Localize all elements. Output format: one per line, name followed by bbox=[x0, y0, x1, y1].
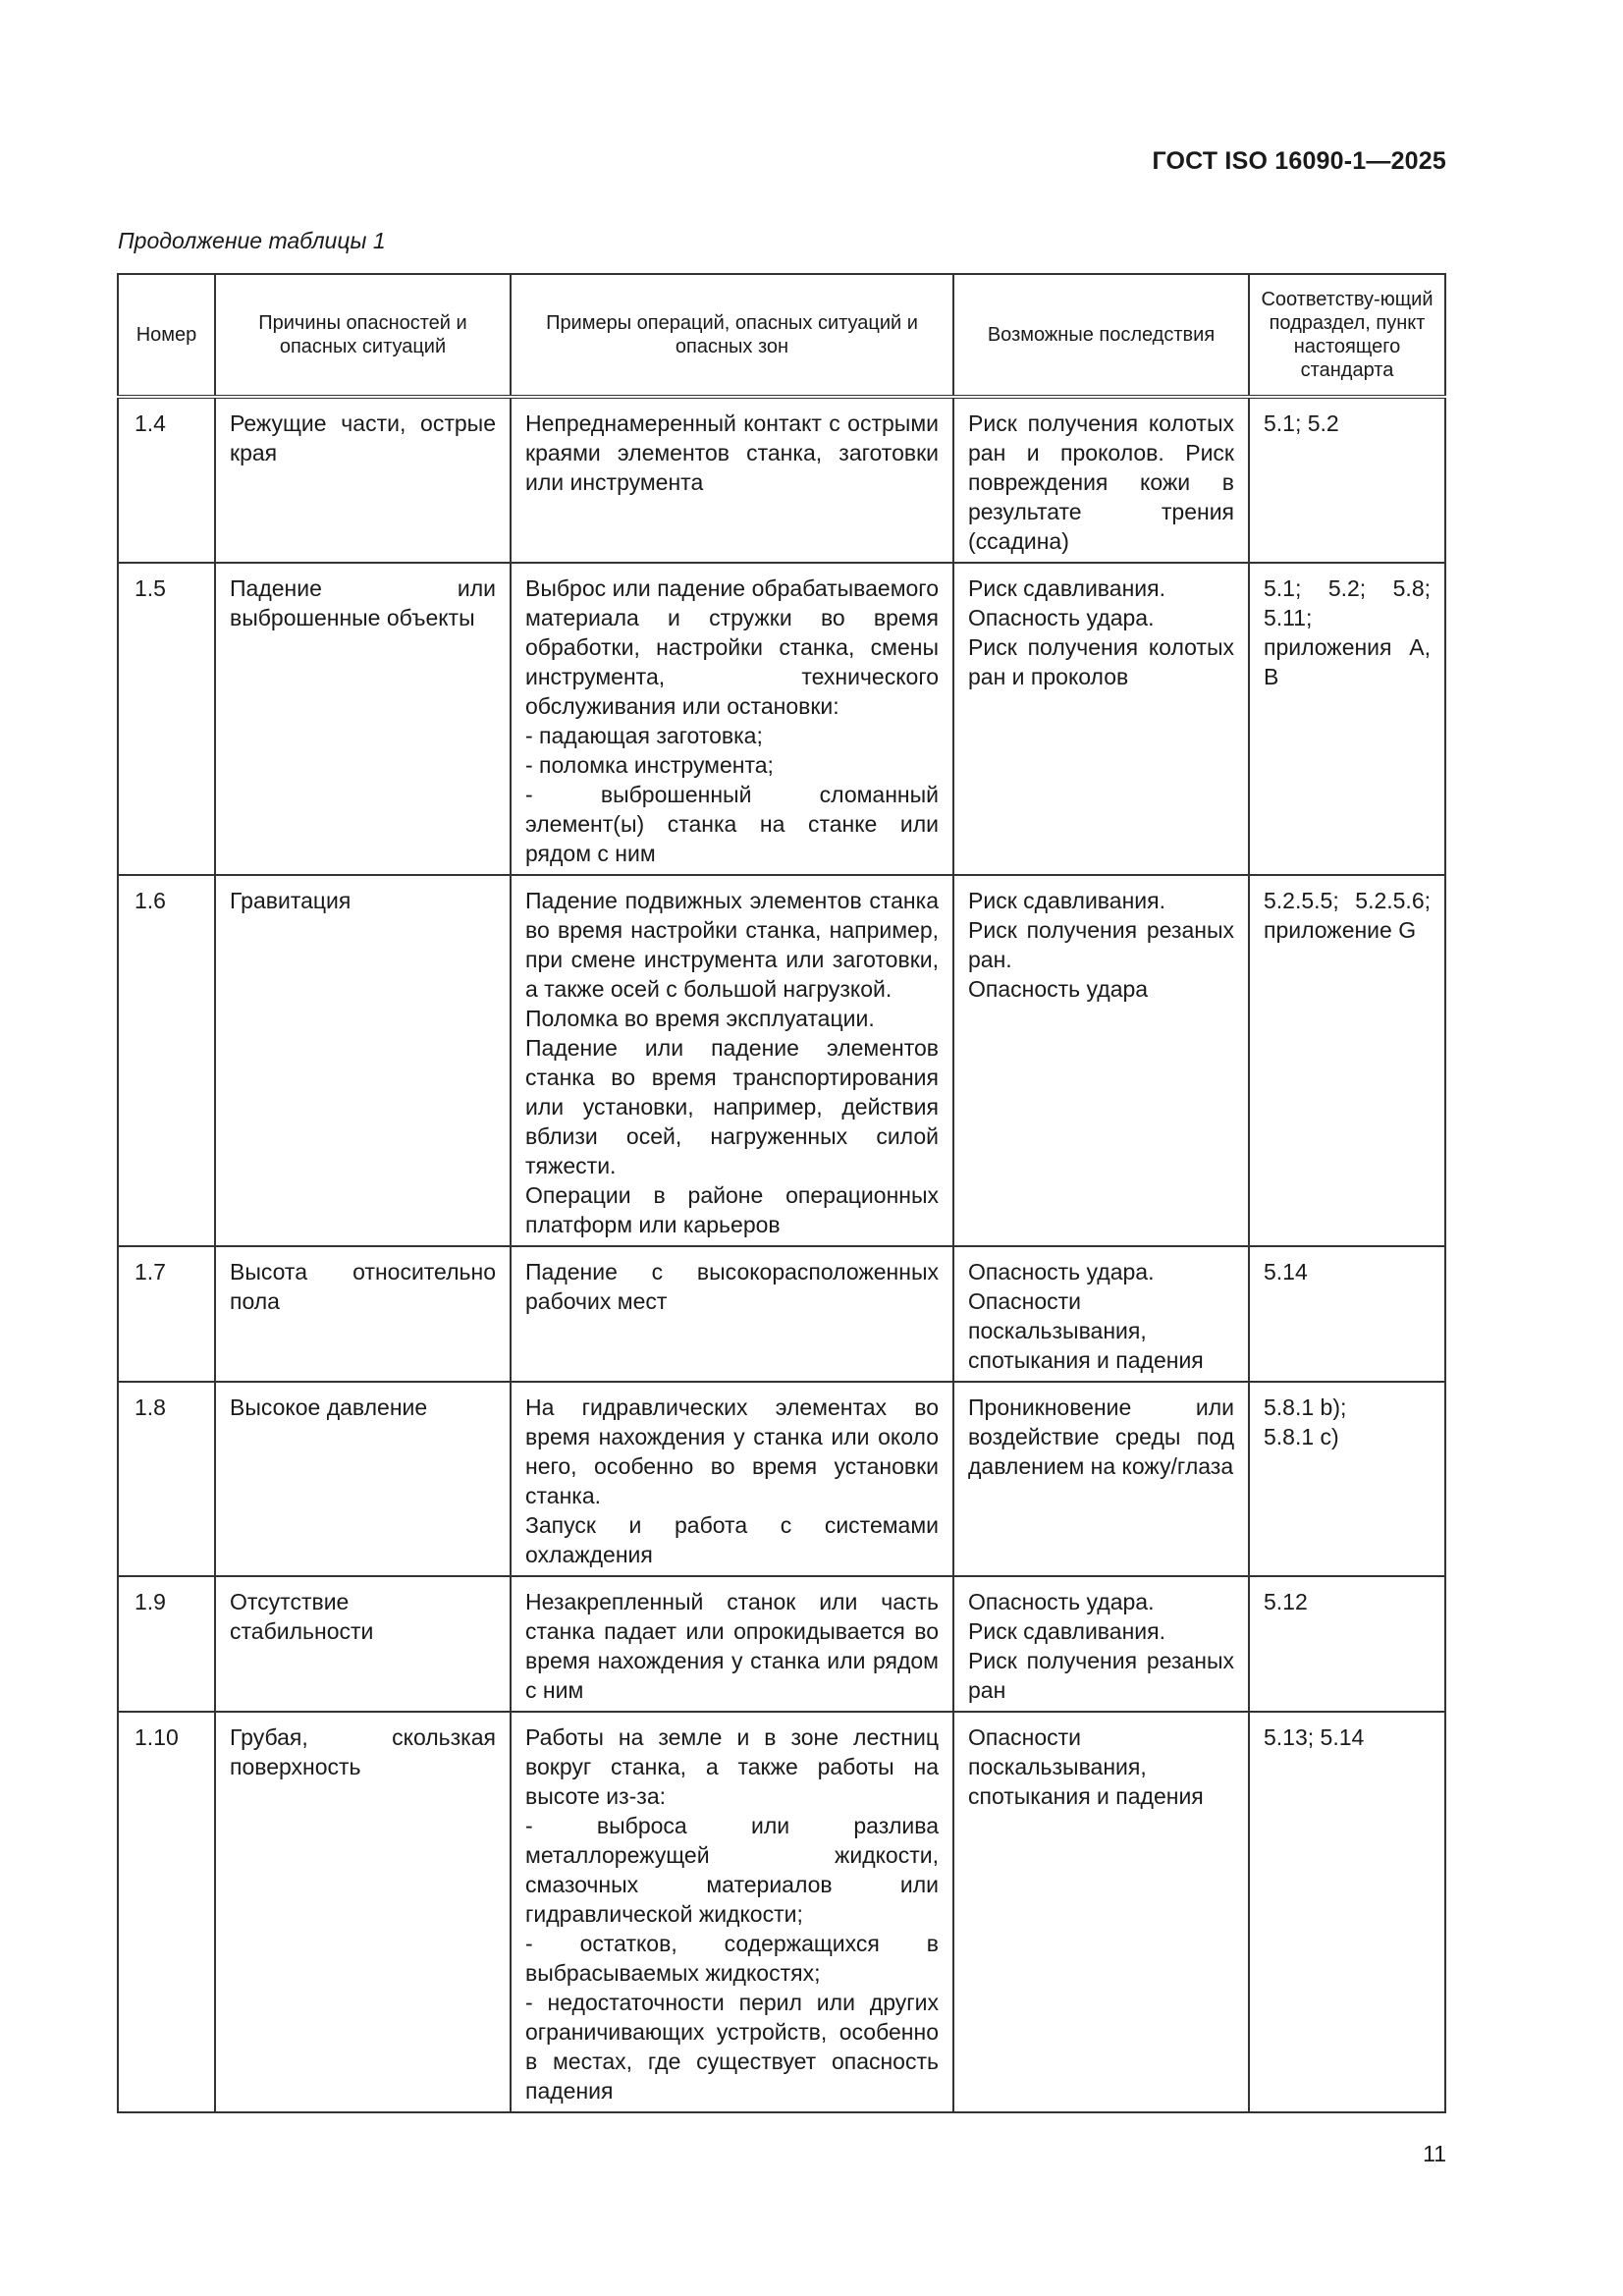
hazard-consequences-cell: Опасности поскальзывания, спотыкания и падения bbox=[953, 1712, 1249, 2112]
hazard-examples-cell: Работы на земле и в зоне лестниц вокруг станка, а также работы на высоте из-за: - выброса или разлива металлорежущей жидкости, смазочных материалов или гидравлической жидкости; - остатков, содержащихся в выбрасываемых жидкостях; - недостаточности перил или других ограничивающих устройств, особенно в местах, где существует опасность падения bbox=[511, 1712, 953, 2112]
row-number-cell: 1.5 bbox=[118, 563, 215, 875]
hazard-consequences-cell: Риск сдавливания. Опасность удара. Риск получения колотых ран и проколов bbox=[953, 563, 1249, 875]
row-number-cell: 1.6 bbox=[118, 875, 215, 1246]
hazard-consequences-cell: Риск получения колотых ран и проколов. Риск повреждения кожи в результате трения (ссадина) bbox=[953, 397, 1249, 563]
hazard-cause-cell: Высокое давление bbox=[215, 1382, 511, 1576]
hazard-consequences-cell: Проникновение или воздействие среды под давлением на кожу/глаза bbox=[953, 1382, 1249, 1576]
table-row bbox=[118, 1576, 1445, 1712]
column-header-reference: Соответству-ющий подраздел, пункт настоящего стандарта bbox=[1249, 274, 1445, 397]
hazard-cause-cell: Режущие части, острые края bbox=[215, 397, 511, 563]
hazard-cause-cell: Гравитация bbox=[215, 875, 511, 1246]
table-row bbox=[118, 563, 1445, 875]
hazards-table bbox=[117, 273, 1446, 2113]
standard-reference-cell: 5.1; 5.2; 5.8; 5.11; приложения A, B bbox=[1249, 563, 1445, 875]
hazard-consequences-cell: Опасность удара. Опасности поскальзывания, спотыкания и падения bbox=[953, 1246, 1249, 1382]
column-header-number: Номер bbox=[118, 274, 215, 397]
table-body bbox=[118, 397, 1445, 2112]
table-row bbox=[118, 875, 1445, 1246]
standard-reference-cell: 5.13; 5.14 bbox=[1249, 1712, 1445, 2112]
hazard-cause-cell: Высота относительно пола bbox=[215, 1246, 511, 1382]
hazard-examples-cell: Выброс или падение обрабатываемого материала и стружки во время обработки, настройки станка, смены инструмента, технического обслуживания или остановки: - падающая заготовка; - поломка инструмента; - выброшенный сломанный элемент(ы) станка на станке или рядом с ним bbox=[511, 563, 953, 875]
row-number-cell: 1.8 bbox=[118, 1382, 215, 1576]
table-row bbox=[118, 1712, 1445, 2112]
row-number-cell: 1.4 bbox=[118, 397, 215, 563]
hazard-cause-cell: Грубая, скользкая поверхность bbox=[215, 1712, 511, 2112]
row-number-cell: 1.7 bbox=[118, 1246, 215, 1382]
hazard-examples-cell: Падение подвижных элементов станка во время настройки станка, например, при смене инструмента или заготовки, а также осей с большой нагрузкой. Поломка во время эксплуатации. Падение или падение элементов станка во время транспортирования или установки, например, действия вблизи осей, нагруженных силой тяжести. Операции в районе операционных платформ или карьеров bbox=[511, 875, 953, 1246]
table-row bbox=[118, 397, 1445, 563]
hazard-cause-cell: Отсутствие стабильности bbox=[215, 1576, 511, 1712]
table-row bbox=[118, 1246, 1445, 1382]
document-code: ГОСТ ISO 16090-1—2025 bbox=[1152, 147, 1446, 175]
table-caption: Продолжение таблицы 1 bbox=[118, 228, 386, 253]
table-row bbox=[118, 1382, 1445, 1576]
row-number-cell: 1.9 bbox=[118, 1576, 215, 1712]
hazard-cause-cell: Падение или выброшенные объекты bbox=[215, 563, 511, 875]
row-number-cell: 1.10 bbox=[118, 1712, 215, 2112]
column-header-consequences: Возможные последствия bbox=[953, 274, 1249, 397]
column-header-examples: Примеры операций, опасных ситуаций и опасных зон bbox=[511, 274, 953, 397]
standard-reference-cell: 5.14 bbox=[1249, 1246, 1445, 1382]
standard-reference-cell: 5.1; 5.2 bbox=[1249, 397, 1445, 563]
hazard-examples-cell: Непреднамеренный контакт с острыми краями элементов станка, заготовки или инструмента bbox=[511, 397, 953, 563]
hazard-consequences-cell: Риск сдавливания. Риск получения резаных ран. Опасность удара bbox=[953, 875, 1249, 1246]
table-header-row bbox=[118, 274, 1445, 397]
standard-reference-cell: 5.2.5.5; 5.2.5.6; приложение G bbox=[1249, 875, 1445, 1246]
column-header-cause: Причины опасностей и опасных ситуаций bbox=[215, 274, 511, 397]
hazard-examples-cell: Незакрепленный станок или часть станка падает или опрокидывается во время нахождения у станка или рядом с ним bbox=[511, 1576, 953, 1712]
hazard-consequences-cell: Опасность удара. Риск сдавливания. Риск получения резаных ран bbox=[953, 1576, 1249, 1712]
hazard-examples-cell: На гидравлических элементах во время нахождения у станка или около него, особенно во время установки станка. Запуск и работа с системами охлаждения bbox=[511, 1382, 953, 1576]
standard-reference-cell: 5.12 bbox=[1249, 1576, 1445, 1712]
standard-reference-cell: 5.8.1 b); 5.8.1 c) bbox=[1249, 1382, 1445, 1576]
page-number: 11 bbox=[1423, 2141, 1446, 2166]
hazard-examples-cell: Падение с высокорасположенных рабочих мест bbox=[511, 1246, 953, 1382]
